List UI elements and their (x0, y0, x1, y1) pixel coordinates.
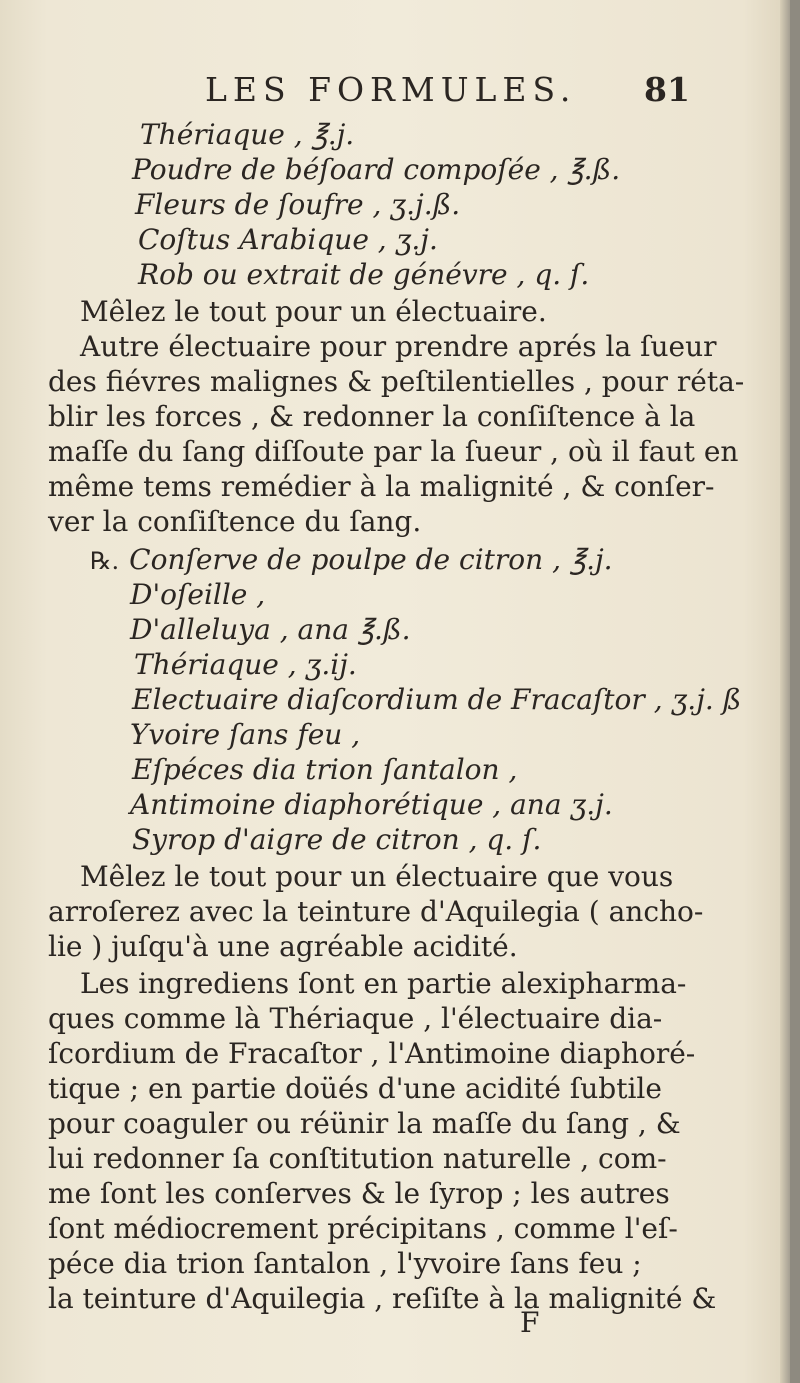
para1-line: blir les forces , & redonner la conſiſtence à la (48, 400, 696, 433)
para2-line: la teinture d'Aquilegia , reſiſte à la malignité & (48, 1282, 717, 1315)
formula2-item: Electuaire diaſcordium de Fracaſtor , ʒ.j. ß (132, 683, 742, 716)
page-edge (780, 0, 790, 1383)
para2-line: lie ) juſqu'à une agréable acidité. (48, 930, 518, 963)
page-header (0, 70, 790, 120)
formula1-line: Thériaque , ℥.j. (140, 118, 355, 151)
para1-line: même tems remédier à la malignité , & conſer- (48, 470, 715, 503)
formula1-line: Poudre de béſoard compoſée , ℥.ß. (132, 153, 621, 186)
para2-line: Les ingrediens ſont en partie alexipharma- (80, 967, 687, 1000)
formula2-item: Antimoine diaphorétique , ana ʒ.j. (130, 788, 613, 821)
page-number: 81 (644, 70, 690, 109)
para1-line: Autre électuaire pour prendre aprés la ſueur (80, 330, 717, 363)
para2-line: Mêlez le tout pour un électuaire que vous (80, 860, 674, 893)
para2-line: péce dia trion ſantalon , l'yvoire ſans feu ; (48, 1247, 642, 1280)
para2-line: tique ; en partie doüés d'une acidité ſubtile (48, 1072, 662, 1105)
formula2-item: Conſerve de poulpe de citron , ℥.j. (129, 543, 613, 576)
formula2-first-line (90, 543, 613, 578)
running-head: LES FORMULES. (205, 70, 577, 109)
formula2-item: D'alleluya , ana ℥.ß. (130, 613, 411, 646)
para2-line: arroſerez avec la teinture d'Aquilegia ( ancho- (48, 895, 704, 928)
para1-line: des fiévres malignes & peſtilentielles , pour réta- (48, 365, 745, 398)
para2-line: ſont médiocrement précipitans , comme l'eſ- (48, 1212, 678, 1245)
para1-line: ver la conſiſtence du ſang. (48, 505, 422, 538)
recipe-symbol: ℞. (90, 547, 120, 575)
formula2-item: Syrop d'aigre de citron , q. ſ. (132, 823, 542, 856)
para2-line: pour coaguler ou réünir la maſſe du ſang , & (48, 1107, 681, 1140)
para2-line: ſcordium de Fracaſtor , l'Antimoine diaphoré- (48, 1037, 696, 1070)
formula2-item: Thériaque , ʒ.ij. (134, 648, 357, 681)
para2-line: me ſont les conſerves & le ſyrop ; les autres (48, 1177, 670, 1210)
formula2-item: Yvoire ſans feu , (130, 718, 361, 751)
signature-mark: F (520, 1306, 540, 1339)
formula2-item: Eſpéces dia trion ſantalon , (132, 753, 518, 786)
para2-line: lui redonner ſa conſtitution naturelle , com- (48, 1142, 667, 1175)
formula1-line: Coſtus Arabique , ʒ.j. (138, 223, 438, 256)
para2-line: ques comme là Thériaque , l'électuaire dia- (48, 1002, 663, 1035)
formula1-line: Fleurs de ſoufre , ʒ.j.ß. (135, 188, 461, 221)
para1-line: Mêlez le tout pour un électuaire. (80, 295, 547, 328)
formula1-line: Rob ou extrait de génévre , q. ſ. (138, 258, 590, 291)
formula2-item: D'oſeille , (130, 578, 266, 611)
para1-line: maſſe du ſang diſſoute par la ſueur , où il faut en (48, 435, 739, 468)
